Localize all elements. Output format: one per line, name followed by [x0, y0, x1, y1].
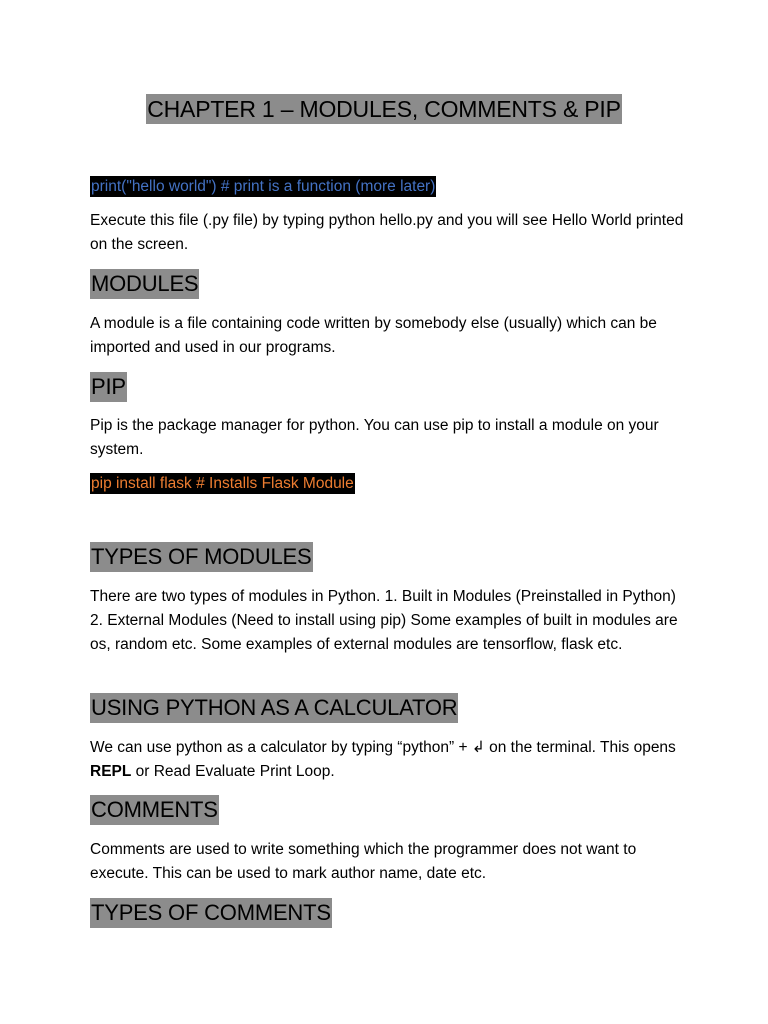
- calculator-text-after: or Read Evaluate Print Loop.: [131, 763, 335, 780]
- code-print-line: print("hello world") # print is a function (more later): [91, 178, 436, 195]
- heading-pip: PIP: [90, 372, 127, 402]
- code-pip-line: pip install flask # Installs Flask Module: [91, 475, 354, 492]
- heading-types-of-modules: TYPES OF MODULES: [90, 542, 313, 572]
- heading-calculator: USING PYTHON AS A CALCULATOR: [90, 693, 458, 723]
- repl-bold: REPL: [90, 763, 132, 780]
- paragraph-calculator: [90, 736, 690, 784]
- heading-types-of-comments: TYPES OF COMMENTS: [90, 898, 332, 928]
- heading-comments: COMMENTS: [90, 795, 219, 825]
- chapter-title: CHAPTER 1 – MODULES, COMMENTS & PIP: [147, 96, 621, 122]
- paragraph-pip: Pip is the package manager for python. You can use pip to install a module on your system.: [90, 417, 659, 458]
- heading-modules: MODULES: [90, 269, 199, 299]
- paragraph-execute: Execute this file (.py file) by typing python hello.py and you will see Hello World printed on the screen.: [90, 212, 684, 253]
- paragraph-modules: A module is a file containing code written by somebody else (usually) which can be imported and used in our programs.: [90, 315, 657, 356]
- title-container: [0, 94, 768, 124]
- paragraph-comments: Comments are used to write something which the programmer does not want to execute. This can be used to mark author name, date etc.: [90, 841, 637, 882]
- calculator-text-before: We can use python as a calculator by typing “python” + ↲ on the terminal. This opens: [90, 739, 676, 756]
- paragraph-types-of-modules: There are two types of modules in Python. 1. Built in Modules (Preinstalled in Python) 2. External Modules (Need to install using pip) Some examples of built in modules are os, random etc. Some examples of external modules are tensorflow, flask etc.: [90, 588, 678, 653]
